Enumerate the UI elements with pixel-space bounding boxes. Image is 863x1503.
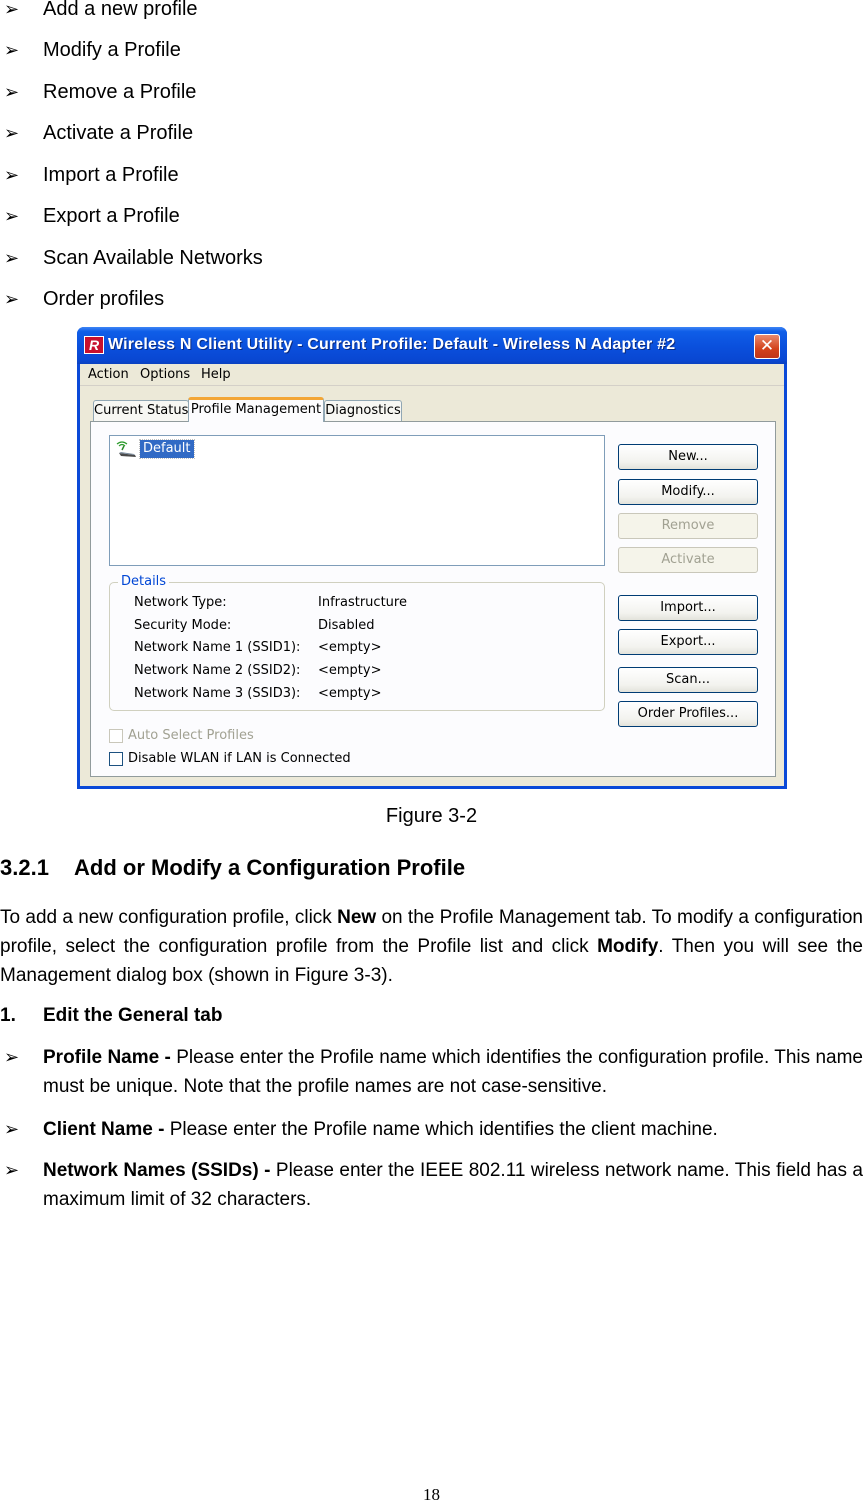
step-number: 1.	[0, 1005, 16, 1026]
item-text: Please enter the Profile name which identifies the client machine.	[169, 1119, 718, 1140]
checkbox-label: Auto Select Profiles	[128, 728, 254, 743]
intro-new-term: New	[337, 907, 377, 928]
arrow-bullet-icon: ➢	[4, 1047, 20, 1067]
intro-text: To add a new configuration profile, click	[0, 907, 338, 928]
menu-bar	[80, 364, 784, 386]
bullet-text: Scan Available Networks	[43, 247, 263, 269]
detail-label: Security Mode:	[134, 618, 232, 633]
window-title: Wireless N Client Utility - Current Profile: Default - Wireless N Adapter #2	[108, 336, 676, 353]
activate-button[interactable]: Activate	[618, 547, 758, 573]
item-term: Network Names (SSIDs) -	[43, 1160, 276, 1181]
active-profile-antenna-icon	[116, 440, 140, 458]
menu-options[interactable]: Options	[140, 367, 191, 382]
item-body	[43, 1043, 863, 1101]
section-title: Add or Modify a Configuration Profile	[74, 855, 466, 880]
detail-label: Network Name 2 (SSID2):	[134, 663, 301, 678]
item-body	[43, 1156, 863, 1214]
arrow-bullet-icon: ➢	[4, 123, 20, 143]
figure-caption: Figure 3-2	[385, 805, 478, 827]
checkbox-box[interactable]	[109, 752, 123, 766]
arrow-bullet-icon: ➢	[4, 0, 20, 19]
arrow-bullet-icon: ➢	[4, 165, 20, 185]
detail-label: Network Type:	[134, 595, 227, 610]
order-profiles-button[interactable]: Order Profiles...	[618, 701, 758, 727]
modify-button[interactable]: Modify...	[618, 479, 758, 505]
arrow-bullet-icon: ➢	[4, 1160, 20, 1180]
bullet-text: Order profiles	[43, 288, 165, 310]
profile-name: Default	[140, 440, 194, 458]
bullet-text: Activate a Profile	[43, 122, 194, 144]
detail-value: <empty>	[318, 686, 382, 701]
item-text: Please enter the Profile name which identifies the configuration profile. This name must be unique. Note that the profile names are not case-sensitive.	[43, 1047, 863, 1097]
arrow-bullet-icon: ➢	[4, 1119, 20, 1139]
details-label: Details	[118, 574, 169, 589]
arrow-bullet-icon: ➢	[4, 40, 20, 60]
tab-current-status[interactable]: Current Status	[93, 400, 189, 422]
export-button[interactable]: Export...	[618, 629, 758, 655]
page-number: 18	[423, 1485, 440, 1503]
item-term: Client Name -	[43, 1119, 170, 1140]
detail-label: Network Name 3 (SSID3):	[134, 686, 301, 701]
new-button[interactable]: New...	[618, 444, 758, 470]
detail-label: Network Name 1 (SSID1):	[134, 640, 301, 655]
intro-modify-term: Modify	[597, 936, 659, 957]
remove-button[interactable]: Remove	[618, 513, 758, 539]
menu-help[interactable]: Help	[201, 367, 231, 382]
checkbox-box[interactable]	[109, 729, 123, 743]
checkbox-label: Disable WLAN if LAN is Connected	[128, 751, 351, 766]
profile-list[interactable]	[109, 435, 605, 566]
details-groupbox	[109, 574, 605, 711]
bullet-text: Add a new profile	[43, 0, 198, 20]
intro-text: . Then you will see the Management dialog box (shown in Figure 3-3).	[0, 936, 863, 986]
arrow-bullet-icon: ➢	[4, 248, 20, 268]
bullet-text: Modify a Profile	[43, 39, 181, 61]
step-title: Edit the General tab	[43, 1005, 223, 1026]
detail-value: <empty>	[318, 640, 382, 655]
bullet-text: Export a Profile	[43, 205, 180, 227]
import-button[interactable]: Import...	[618, 595, 758, 621]
profile-management-panel	[90, 421, 776, 777]
item-term: Profile Name -	[43, 1047, 177, 1068]
tab-diagnostics[interactable]: Diagnostics	[324, 400, 402, 422]
arrow-bullet-icon: ➢	[4, 82, 20, 102]
item-body	[43, 1115, 863, 1144]
app-logo-icon: R	[84, 336, 104, 354]
close-button[interactable]: ✕	[754, 334, 780, 359]
arrow-bullet-icon: ➢	[4, 289, 20, 309]
bullet-text: Import a Profile	[43, 164, 179, 186]
item-text: Please enter the IEEE 802.11 wireless network name. This field has a maximum limit of 32 characters.	[43, 1160, 863, 1210]
menu-action[interactable]: Action	[88, 367, 129, 382]
section-number: 3.2.1	[0, 855, 49, 880]
intro-text: on the Profile Management tab. To modify a configuration profile, select the configuration profile from the Profile list and click	[0, 907, 863, 957]
utility-window	[77, 327, 787, 789]
window-client-area	[80, 364, 784, 786]
detail-value: <empty>	[318, 663, 382, 678]
bullet-text: Remove a Profile	[43, 81, 197, 103]
title-bar[interactable]	[77, 327, 787, 364]
arrow-bullet-icon: ➢	[4, 206, 20, 226]
detail-value: Infrastructure	[318, 595, 407, 610]
scan-button[interactable]: Scan...	[618, 667, 758, 693]
tab-profile-management[interactable]: Profile Management	[188, 397, 324, 422]
intro-paragraph	[0, 903, 863, 990]
detail-value: Disabled	[318, 618, 375, 633]
